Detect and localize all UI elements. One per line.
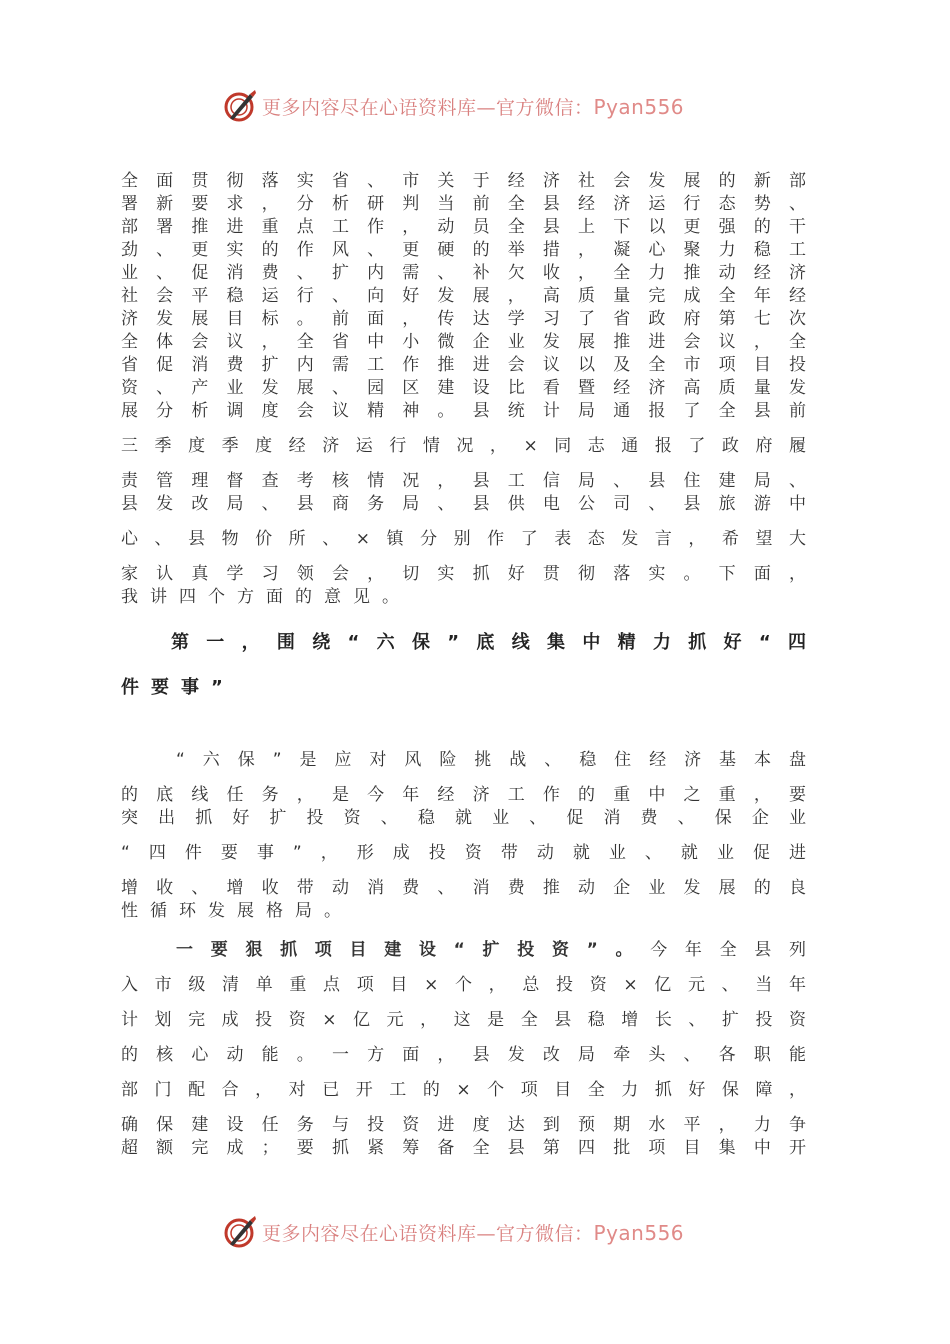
text-line: 计划完成投资×亿元，这是全县稳增长、扩投资 — [121, 1010, 806, 1030]
wechat-id: Pyan556 — [593, 1220, 685, 1245]
document-body — [121, 170, 806, 1160]
text-line: 三季度季度经济运行情况，×同志通报了政府履 — [121, 436, 806, 456]
paragraph-investment — [121, 962, 806, 1160]
text-line: “六保”是应对风险挑战、稳住经济基本盘 — [176, 750, 806, 770]
text-line: 性循环发展格局。 — [121, 901, 353, 921]
paragraph-intro — [121, 170, 806, 609]
header-banner — [0, 86, 950, 126]
pen-circle-icon — [222, 88, 258, 124]
text-line: 县发改局、县商务局、县供电公司、县旅游中 — [121, 494, 806, 514]
text-line: 心、县物价所、×镇分别作了表态发言，希望大 — [121, 529, 806, 549]
text-line: 业、促消费、扩内需、补欠收，全力推动经济 — [121, 263, 806, 283]
text-line: 全体会议，全省中小微企业发展推进会议，全 — [121, 332, 806, 352]
section-heading-line2: 件要事” — [121, 677, 235, 698]
text-line: 的底线任务，是今年经济工作的重中之重，要 — [121, 785, 806, 805]
text-line: 增收、增收带动消费、消费推动企业发展的良 — [121, 878, 806, 898]
text-line: 的核心动能。一方面，县发改局牵头、各职能 — [121, 1045, 806, 1065]
text-line: 济发展目标。前面，传达学习了省政府第七次 — [121, 309, 806, 329]
text-line: 部门配合，对已开工的×个项目全力抓好保障， — [121, 1080, 806, 1100]
subheading-investment: 一要狠抓项目建设“扩投资”。 — [176, 940, 651, 960]
banner-text: 更多内容尽在心语资料库—官方微信：Pyan556 — [262, 94, 685, 119]
section-heading-line1: 第一，围绕“六保”底线集中精力抓好“四 — [171, 632, 806, 653]
pen-circle-icon — [222, 1214, 258, 1250]
text-line: 全面贯彻落实省、市关于经济社会发展的新部 — [121, 171, 806, 191]
text-line: 部署推进重点工作，动员全县上下以更强的干 — [121, 217, 806, 237]
footer-banner — [0, 1212, 950, 1252]
text-line: 省促消费扩内需工作推进会议以及全市项目投 — [121, 355, 806, 375]
paragraph-investment-first-rest: 今年全县列 — [650, 940, 806, 960]
text-line: 署新要求，分析研判当前全县经济运行态势、 — [121, 194, 806, 214]
text-line: 资、产业发展、园区建设比看暨经济高质量发 — [121, 378, 806, 398]
text-line: 劲、更实的作风、更硬的举措，凝心聚力稳工 — [121, 240, 806, 260]
text-line: 展分析调度会议精神。县统计局通报了全县前 — [121, 401, 806, 421]
text-line: 责管理督查考核情况，县工信局、县住建局、 — [121, 471, 806, 491]
text-line: 突出抓好扩投资、稳就业、促消费、保企业 — [121, 808, 806, 828]
text-line: 社会平稳运行、向好发展，高质量完成全年经 — [121, 286, 806, 306]
paragraph-investment-first-line — [121, 939, 806, 962]
text-line: 家认真学习领会，切实抓好贯彻落实。下面， — [121, 564, 806, 584]
banner-text: 更多内容尽在心语资料库—官方微信：Pyan556 — [262, 1220, 685, 1245]
text-line: “四件要事”，形成投资带动就业、就业促进 — [121, 843, 806, 863]
text-line: 入市级清单重点项目×个，总投资×亿元、当年 — [121, 975, 806, 995]
text-line: 确保建设任务与投资进度达到预期水平，力争 — [121, 1115, 806, 1135]
text-line: 我讲四个方面的意见。 — [121, 587, 411, 607]
paragraph-six-guarantees — [121, 737, 806, 923]
text-line: 超额完成；要抓紧筹备全县第四批项目集中开 — [121, 1138, 806, 1158]
wechat-id: Pyan556 — [593, 94, 685, 119]
